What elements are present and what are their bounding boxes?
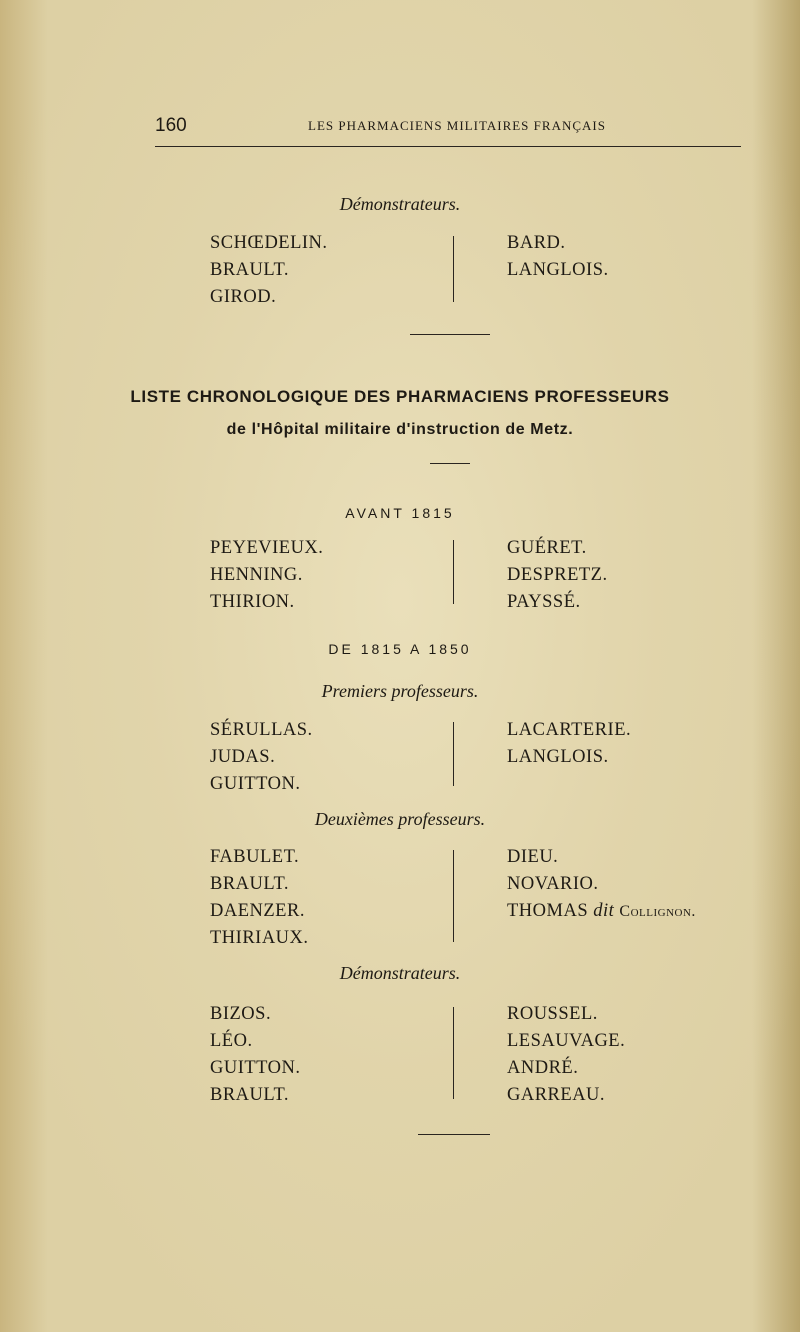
- avant-right-names: [507, 535, 608, 616]
- section-title-demonstrateurs-bottom: Démonstrateurs.: [339, 963, 461, 983]
- name-entry: THIRIAUX.: [210, 928, 309, 948]
- name-entry: DIEU.: [507, 847, 559, 867]
- separator-rule: [410, 334, 490, 335]
- section-title-deuxiemes: Deuxièmes professeurs.: [314, 809, 486, 829]
- name-entry: LANGLOIS.: [507, 260, 609, 280]
- name-entry: BRAULT.: [210, 874, 290, 894]
- name-entry: PAYSSÉ.: [507, 592, 581, 612]
- name-entry: LACARTERIE.: [507, 720, 632, 740]
- name-entry: THIRION.: [210, 592, 295, 612]
- page-number: 160: [155, 115, 187, 136]
- top-right-names: [507, 230, 609, 284]
- top-left-names: [210, 230, 328, 311]
- avant-left-names: [210, 535, 323, 616]
- deuxiemes-left-names: [210, 844, 309, 952]
- name-entry: GUÉRET.: [507, 538, 587, 558]
- name-entry: PEYEVIEUX.: [210, 538, 324, 558]
- name-entry: HENNING.: [210, 565, 303, 585]
- name-entry: ANDRÉ.: [507, 1058, 579, 1078]
- column-divider: [453, 1007, 454, 1099]
- column-divider: [453, 850, 454, 942]
- separator-rule: [418, 1134, 490, 1135]
- running-title: LES PHARMACIENS MILITAIRES FRANÇAIS: [308, 118, 606, 133]
- name-entry: GIROD.: [210, 287, 277, 307]
- name-entry: SCHŒDELIN.: [210, 233, 328, 253]
- name-entry-thomas: [507, 898, 696, 925]
- name-entry: LESAUVAGE.: [507, 1031, 626, 1051]
- name-entry: DESPRETZ.: [507, 565, 608, 585]
- name-entry: GARREAU.: [507, 1085, 606, 1105]
- section-title-demonstrateurs-top: Démonstrateurs.: [339, 194, 461, 214]
- thomas-name: THOMAS: [507, 901, 589, 921]
- name-entry: GUITTON.: [210, 1058, 301, 1078]
- name-entry: SÉRULLAS.: [210, 720, 313, 740]
- period-label-1815-1850: DE 1815 A 1850: [328, 641, 472, 657]
- name-entry: JUDAS.: [210, 747, 276, 767]
- premiers-right-names: [507, 717, 631, 771]
- header-rule: [155, 146, 741, 147]
- demonstrateurs-right-names: [507, 1001, 625, 1109]
- separator-rule: [430, 463, 470, 464]
- section-title-premiers: Premiers professeurs.: [321, 681, 479, 701]
- name-entry: LANGLOIS.: [507, 747, 609, 767]
- name-entry: NOVARIO.: [507, 874, 599, 894]
- name-entry: ROUSSEL.: [507, 1004, 598, 1024]
- name-entry: BRAULT.: [210, 260, 290, 280]
- name-entry: DAENZER.: [210, 901, 305, 921]
- name-entry: FABULET.: [210, 847, 300, 867]
- thomas-alias: Collignon.: [619, 903, 696, 920]
- name-entry: GUITTON.: [210, 774, 301, 794]
- name-entry: LÉO.: [210, 1031, 253, 1051]
- name-entry: BIZOS.: [210, 1004, 272, 1024]
- deuxiemes-right-names: [507, 844, 696, 925]
- column-divider: [453, 236, 454, 302]
- premiers-left-names: [210, 717, 313, 798]
- column-divider: [453, 722, 454, 786]
- column-divider: [453, 540, 454, 604]
- name-entry: BARD.: [507, 233, 566, 253]
- list-heading-title: LISTE CHRONOLOGIQUE DES PHARMACIENS PROFESSEURS: [130, 387, 670, 406]
- period-label-avant: AVANT 1815: [345, 505, 455, 521]
- name-entry: BRAULT.: [210, 1085, 290, 1105]
- demonstrateurs-left-names: [210, 1001, 301, 1109]
- thomas-dit: dit: [593, 901, 615, 921]
- list-heading-subtitle: de l'Hôpital militaire d'instruction de Metz.: [226, 421, 574, 438]
